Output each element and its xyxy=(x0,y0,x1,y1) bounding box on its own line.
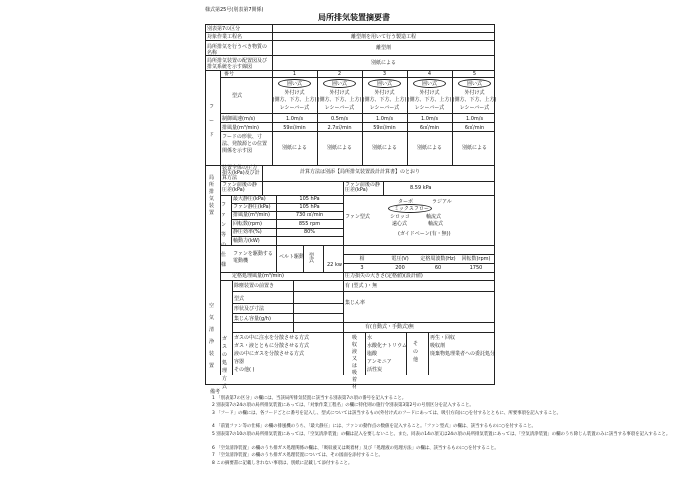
exhaust-volume-value: 6㎥/min xyxy=(419,125,440,131)
note-line: 6 「空気清浄装置」の欄のうち排ガス処理関係の欄は、「吸収液又は吸着材」及び「処理液の処理方法」の欄は、該当するものに○を付すること。 xyxy=(212,446,499,451)
control-speed-value: 1.0m/s xyxy=(375,116,394,122)
note-line: 8 この摘要書に記載しきれない事項は、別紙に記載して添付すること。 xyxy=(212,461,353,466)
other-option: 吸収剤 xyxy=(430,343,446,349)
fan-static-value: 8.59 kPa xyxy=(410,185,432,191)
control-speed-value: 1.0m/s xyxy=(465,116,484,122)
fan-spec-label: 排風量(m³/min) xyxy=(233,212,270,218)
motor-value: 60 xyxy=(434,265,442,271)
hood-type-sub: 外付け式 xyxy=(374,90,395,96)
fan-static-before-label: ファン前後の静圧差(kPa) xyxy=(222,182,257,193)
agent-option: 塩酸 xyxy=(367,351,378,357)
hood-type-dirs: (側方、下方、上方) xyxy=(362,97,407,103)
motor-header: 相 xyxy=(359,256,365,262)
dust-rate-label: 集じん率 xyxy=(345,300,366,306)
gas-method-option: 容器 xyxy=(234,359,245,365)
hood-type-sub: 外付け式 xyxy=(419,90,440,96)
gas-method-option: その他( ) xyxy=(234,367,255,373)
rated-flow-label: 定格処理風量(m³/min) xyxy=(232,273,284,279)
dust-rate-value: 有(自動式・手動式)無 xyxy=(365,324,414,330)
substance-value: 離型剤 xyxy=(375,45,391,51)
prefilter-value: 有 (型式 )・無 xyxy=(345,283,378,289)
note-line: 2 別表第7の24の項の局所排気装置にあっては、「対象作業工程名」の欄に特化則の施行令別表第3第2号の号別区分を記入すること。 xyxy=(212,403,474,408)
fan-spec-value: 855 rpm xyxy=(298,221,321,227)
hood-shape-value: 別紙による xyxy=(416,145,442,151)
other-label: その他 xyxy=(413,341,419,363)
motor-value: 1750 xyxy=(469,265,483,271)
agent-option: アンモニア xyxy=(367,359,392,365)
process-label: 対象作業工程名 xyxy=(207,34,243,40)
hood-type-label: 型式 xyxy=(232,93,243,99)
fan-type-option: 軸流式 xyxy=(426,214,442,220)
process-value: 離型剤を用いて行う製造工程 xyxy=(350,34,416,40)
cleaner-row-label: 型式 xyxy=(234,296,245,302)
note-line: 4 「前置ファン等の仕様」の欄の排風機のうち、「最大静圧」には、ファンの動作点の数値を記入すること。「ファン型式」の欄は、該当するものに○を付すること。 xyxy=(212,424,536,429)
hood-type-sub: 外付け式 xyxy=(329,90,350,96)
fan-section-label: ファン等の仕様 xyxy=(221,202,227,268)
motor-label: ファンを駆動する電動機 xyxy=(233,251,273,264)
control-speed-value: 1.0m/s xyxy=(420,116,439,122)
note-line: 5 別表第7の10の項の局所排気装置にあっては、「空気清浄装置」の欄は記入を要しないこと。また、同表の14の項又は24の項の局所排気装置にあっては、「空気清浄装置」の欄のうち除じん装置のみに該当する事項を記入すること。 xyxy=(212,432,671,437)
motor-kw: 22 kw xyxy=(327,262,342,268)
agent-option: 活性炭 xyxy=(367,367,383,373)
hood-type-sub: 外付け式 xyxy=(464,90,485,96)
pressure-loss-value: 計算方法は別添【局所排気装置設計計算書】のとおり xyxy=(300,169,421,175)
fan-spec-label: 静圧効率(%) xyxy=(233,229,262,235)
fan-spec-value: 80% xyxy=(303,229,316,235)
hood-shape-value: 別紙による xyxy=(371,145,397,151)
cleaner-side-label: 空気清浄装置 xyxy=(209,303,215,369)
hood-shape-value: 別紙による xyxy=(281,145,307,151)
exhaust-volume-value: 59㎥/min xyxy=(283,125,306,131)
hood-side-label: フード xyxy=(209,104,215,138)
note-line: 3 「フード」の欄には、各フードごとに番号を記入し、型式については該当するもの(外付け式のフードにあっては、吸引方向)に○を付するとともに、所要事項を記入すること。 xyxy=(212,411,562,416)
hood-type-main: 囲い式 xyxy=(421,81,437,87)
other-option: 廃棄物処理業者への委託処分 xyxy=(430,351,496,357)
loss-label: 圧力損失の大きさ(定格値)(設計値) xyxy=(345,273,423,279)
fan-type-option: シロッコ xyxy=(390,214,410,220)
cleaner-row-label: 集じん容量(g/h) xyxy=(234,316,271,322)
fan-static-label: ファン前後の静圧差(kPa) xyxy=(345,182,380,193)
hood-number: 4 xyxy=(427,71,432,77)
exhaust-volume-value: 59㎥/min xyxy=(373,125,396,131)
hood-type-extra: レシーバー式 xyxy=(459,105,490,111)
hood-type-sub: 外付け式 xyxy=(284,90,305,96)
fan-type-option: 軸流式 xyxy=(428,221,444,227)
exhaust-volume-value: 2.7㎥/min xyxy=(327,125,352,131)
fan-spec-value: 105 hPa xyxy=(299,196,320,202)
fan-type-option: ターボ xyxy=(398,199,414,205)
substance-label: 局所排気を行うべき物質の名称 xyxy=(207,44,268,56)
cleaner-row-label: 形状及び寸法 xyxy=(234,306,265,312)
hood-type-dirs: (側方、下方、上方) xyxy=(452,97,497,103)
agent-label: 吸収液又は吸着材 xyxy=(352,335,358,390)
motor-header: 回転数(rpm) xyxy=(461,256,491,262)
gas-method-option: ガス・液とともに分散させる方式 xyxy=(234,343,310,349)
gas-method-label: ガスの処理方式 xyxy=(222,336,228,390)
control-speed-value: 1.0m/s xyxy=(285,116,304,122)
motor-value: 3 xyxy=(360,265,364,271)
fan-spec-label: 最大静圧(kPa) xyxy=(233,196,266,202)
fan-type-option: (ガイドベーン(有・無)) xyxy=(398,231,451,237)
fan-type-option: ラジアル xyxy=(432,199,452,205)
fan-spec-label: ファン静圧(kPa) xyxy=(233,204,271,210)
diagram-label: 局所排気装置の配置図及び排気系統を示す線図 xyxy=(207,58,268,70)
fan-spec-value: 105 hPa xyxy=(299,204,320,210)
hood-type-main: 囲い式 xyxy=(286,81,302,87)
notes-header: 備考 xyxy=(210,389,221,395)
hood-number: 1 xyxy=(292,71,297,77)
cleaner-row-label: 除塵装置の前置き xyxy=(234,283,275,289)
fan-type-option: ミックスフロー xyxy=(394,206,429,212)
hood-shape-value: 別紙による xyxy=(461,145,487,151)
fan-spec-value: 730 ㎥/min xyxy=(295,212,324,218)
motor-belt-label: ベルト駆動 xyxy=(279,254,305,260)
fan-spec-label: 軸動力(kW) xyxy=(233,238,260,244)
motor-value: 200 xyxy=(395,265,405,271)
note-line: 7 「空気清浄装置」の欄のうち排ガス処理装置については、その図面を添付すること。 xyxy=(212,453,383,458)
hood-type-main: 囲い式 xyxy=(466,81,482,87)
control-speed-value: 0.5m/s xyxy=(330,116,349,122)
hood-type-extra: レシーバー式 xyxy=(279,105,310,111)
hood-type-dirs: (側方、下方、上方) xyxy=(272,97,317,103)
hood-type-main: 囲い式 xyxy=(376,81,392,87)
other-option: 再生・回収 xyxy=(430,335,456,341)
hood-number: 2 xyxy=(337,71,342,77)
hood-number-label: 番号 xyxy=(224,71,235,77)
exhaust-volume-value: 6㎥/min xyxy=(464,125,485,131)
hood-type-extra: レシーバー式 xyxy=(369,105,400,111)
gas-method-option: ガスの中に注水を分散させる方式 xyxy=(234,335,310,341)
fan-type-option: 遠心式 xyxy=(392,221,408,227)
duct-side-label: 局所排気装置 xyxy=(209,175,215,216)
gas-method-option: 液の中にガスを分散させる方式 xyxy=(234,351,305,357)
fan-spec-label: 回転数(rpm) xyxy=(233,221,263,227)
form-id: 様式第25号(別表第7関係) xyxy=(205,7,264,13)
motor-header: 電圧(V) xyxy=(391,256,409,262)
hood-type-dirs: (側方、下方、上方) xyxy=(317,97,362,103)
hood-number: 5 xyxy=(472,71,477,77)
hood-shape-label: フードの形状、寸法、発散源との位置関係を示す図 xyxy=(222,134,268,154)
note-line: 1 「別表第7の区分」の欄には、当該局所排気装置に該当する別表第7の項の番号を記入すること。 xyxy=(212,396,407,401)
hood-type-dirs: (側方、下方、上方) xyxy=(407,97,452,103)
section-label: 別表第7の区分 xyxy=(207,26,241,32)
diagram-value: 別紙による xyxy=(370,60,396,66)
fan-type-label: ファン型式 xyxy=(345,214,370,220)
pressure-loss-label: 装置全体の圧力損失(kPa)及び計算方法 xyxy=(222,165,260,181)
agent-option: 水 xyxy=(367,335,373,341)
exhaust-volume-label: 排風量(m³/min) xyxy=(222,125,259,131)
hood-type-extra: レシーバー式 xyxy=(414,105,445,111)
hood-number: 3 xyxy=(382,71,387,77)
motor-type-label: 型式 xyxy=(309,253,315,264)
document-title: 局所排気装置摘要書 xyxy=(318,13,390,22)
agent-option: 水酸化ナトリウム xyxy=(367,343,407,349)
fan-type-selected-oval xyxy=(388,204,432,213)
hood-shape-value: 別紙による xyxy=(326,145,352,151)
hood-type-main: 囲い式 xyxy=(331,81,347,87)
motor-header: 定格周波数(Hz) xyxy=(420,256,456,262)
hood-type-extra: レシーバー式 xyxy=(324,105,355,111)
control-speed-label: 制御風速(m/s) xyxy=(222,116,256,122)
